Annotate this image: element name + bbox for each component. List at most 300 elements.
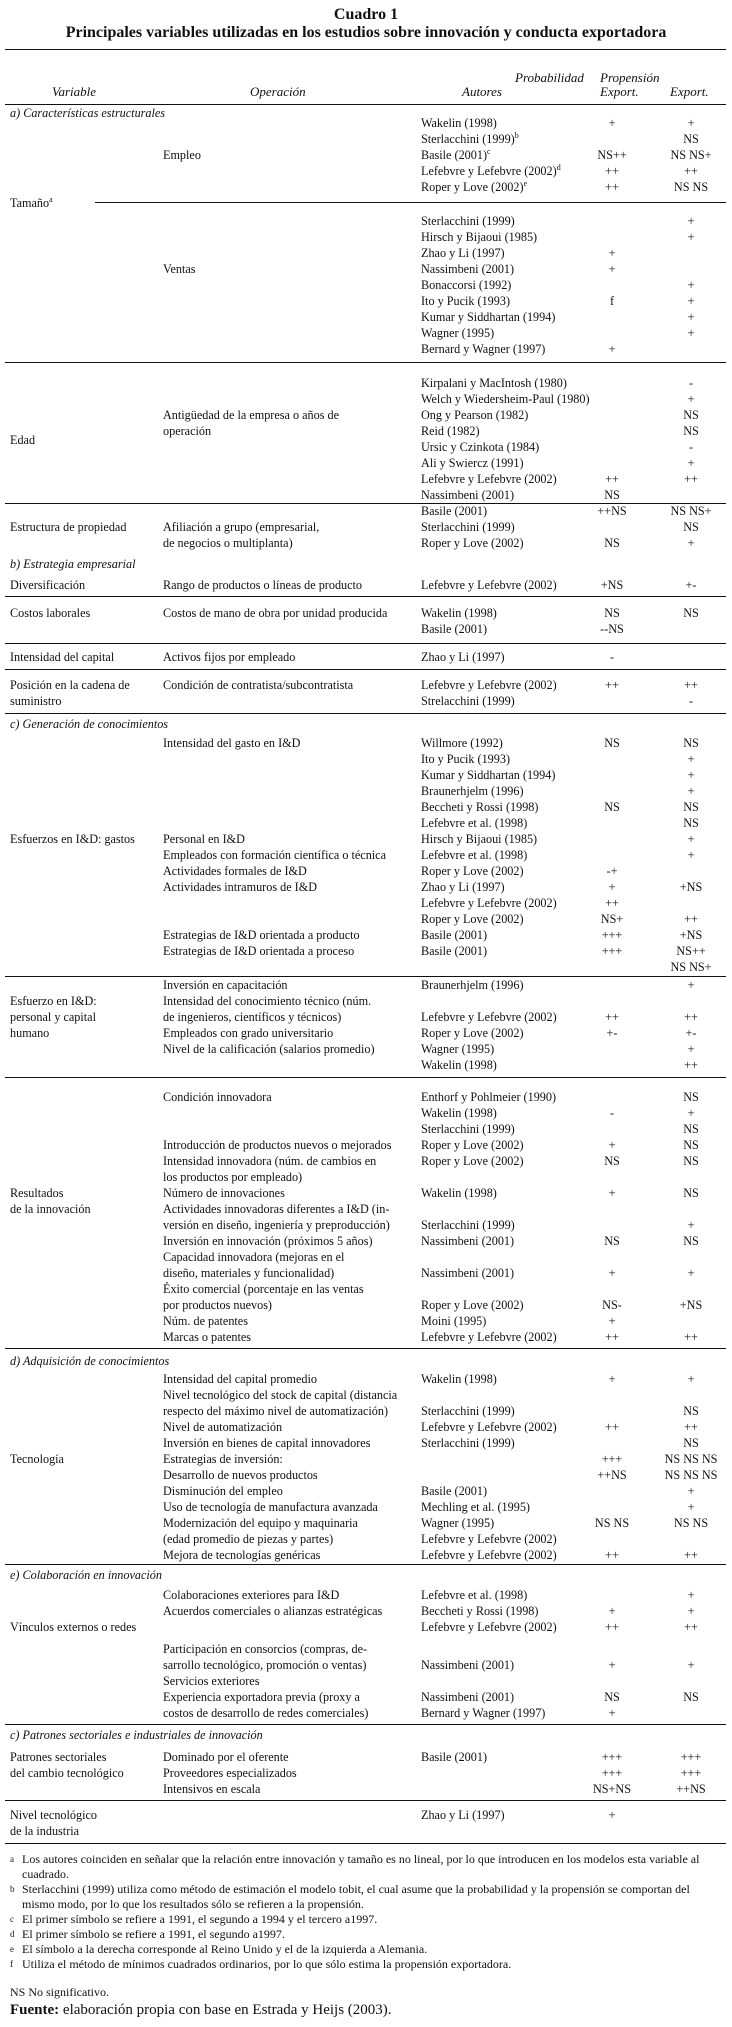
autor-text: Roper y Love (2002) — [421, 180, 524, 194]
probabilidad-cell: + — [608, 1186, 616, 1200]
autores-cell — [421, 163, 561, 179]
operacion-cell: Intensivos en escala — [163, 1782, 261, 1796]
operacion-cell: Inversión en bienes de capital innovadores — [163, 1436, 371, 1450]
autor-text: Sterlacchini (1999) — [421, 1436, 515, 1450]
operacion-cell: Personal en I&D — [163, 832, 245, 846]
autores-cell — [421, 535, 524, 551]
autores-cell — [421, 605, 497, 621]
propension-cell: NS++ — [676, 944, 706, 958]
autor-text: Zhao y Li (1997) — [421, 1808, 505, 1822]
propension-cell: ++ — [684, 164, 698, 178]
operacion-cell: Inversión en innovación (próximos 5 años) — [163, 1234, 373, 1248]
propension-cell: + — [687, 1042, 695, 1056]
propension-cell: NS NS+ — [670, 504, 712, 518]
autor-text: Enthorf y Pohlmeier (1990) — [421, 1090, 557, 1104]
autores-cell — [421, 911, 524, 927]
probabilidad-cell: NS — [604, 536, 620, 550]
propension-cell: NS — [683, 408, 699, 422]
autores-cell — [421, 1009, 557, 1025]
propension-cell: + — [687, 456, 695, 470]
group-rule — [95, 202, 726, 203]
header-rule — [5, 104, 726, 105]
operacion-cell: Actividades formales de I&D — [163, 864, 307, 878]
autor-text: Lefebvre y Lefebvre (2002) — [421, 1548, 557, 1562]
autores-cell — [421, 1121, 515, 1137]
operacion-cell: Participación en consorcios (compras, de- — [163, 1642, 368, 1656]
autor-text: Mechling et al. (1995) — [421, 1500, 530, 1514]
propension-cell: +NS — [679, 928, 703, 942]
autor-text: Basile (2001) — [421, 622, 488, 636]
propension-cell: ++ — [684, 1620, 698, 1634]
probabilidad-cell: + — [608, 1266, 616, 1280]
autor-text: Basile (2001) — [421, 928, 488, 942]
operacion-cell: costos de desarrollo de redes comerciales) — [163, 1706, 369, 1720]
section-e: e) Colaboración en innovación — [10, 1568, 162, 1582]
col-header-operacion: Operación — [250, 84, 306, 99]
footnote-mark: c — [10, 1914, 14, 1924]
section-f: c) Patrones sectoriales e industriales de innovación — [10, 1728, 263, 1742]
autores-cell — [421, 1657, 514, 1673]
autores-cell — [421, 977, 524, 993]
source-text: elaboración propia con base en Estrada y Heijs (2003). — [59, 2002, 392, 2018]
footnote-mark: e — [10, 1944, 14, 1954]
group-rule — [5, 1564, 726, 1565]
group-rule — [5, 976, 726, 977]
autor-text: Roper y Love (2002) — [421, 1298, 524, 1312]
autores-cell — [421, 1499, 530, 1515]
operacion-cell: Intensidad del conocimiento técnico (núm. — [163, 994, 372, 1008]
probabilidad-cell: + — [608, 342, 616, 356]
operacion-cell: de ingenieros, científicos y técnicos) — [163, 1010, 342, 1024]
propension-cell: +- — [685, 578, 697, 592]
operacion-cell: Intensidad innovadora (núm. de cambios en — [163, 1154, 377, 1168]
autor-text: Wakelin (1998) — [421, 1058, 497, 1072]
autores-cell — [421, 1515, 494, 1531]
operacion-cell: Capacidad innovadora (mejoras en el — [163, 1250, 345, 1264]
propension-cell: +- — [685, 1026, 697, 1040]
autor-text: Kirpalani y MacIntosh (1980) — [421, 376, 567, 390]
operacion-cell: Colaboraciones exteriores para I&D — [163, 1588, 340, 1602]
propension-cell: NS NS+ — [670, 148, 712, 162]
autor-text: Basile (2001) — [421, 1484, 488, 1498]
autores-cell — [421, 879, 505, 895]
autores-cell — [421, 1057, 497, 1073]
autores-cell — [421, 895, 557, 911]
propension-cell: NS — [683, 1186, 699, 1200]
autores-cell — [421, 1587, 527, 1603]
variable-cell: de la innovación — [10, 1202, 91, 1216]
autores-cell — [421, 815, 527, 831]
autores-cell — [421, 1297, 524, 1313]
propension-cell: + — [687, 116, 695, 130]
operacion-cell: Activos fijos por empleado — [163, 650, 296, 664]
autores-cell — [421, 471, 557, 487]
propension-cell: ++NS — [676, 1782, 706, 1796]
autor-text: Wagner (1995) — [421, 1516, 495, 1530]
propension-cell: + — [687, 214, 695, 228]
autor-text: Nassimbeni (2001) — [421, 1234, 515, 1248]
propension-cell: NS — [683, 1090, 699, 1104]
propension-cell: + — [687, 784, 695, 798]
autores-cell — [421, 1265, 514, 1281]
autores-cell — [421, 1041, 494, 1057]
propension-cell: + — [687, 1218, 695, 1232]
autores-cell — [421, 179, 527, 195]
operacion-cell: versión en diseño, ingeniería y preproducción) — [163, 1218, 390, 1232]
probabilidad-cell: ++ — [605, 1420, 619, 1434]
autor-text: Lefebvre y Lefebvre (2002) — [421, 164, 557, 178]
autor-text: Ong y Pearson (1982) — [421, 408, 529, 422]
propension-cell: NS — [683, 1436, 699, 1450]
operacion-cell: por productos nuevos) — [163, 1298, 272, 1312]
variable-cell: Intensidad del capital — [10, 650, 115, 664]
autores-cell — [421, 1689, 514, 1705]
probabilidad-cell: ++ — [605, 180, 619, 194]
propension-cell: NS — [683, 736, 699, 750]
autores-cell — [421, 783, 524, 799]
propension-cell: NS NS NS — [664, 1452, 718, 1466]
operacion-cell: Mejora de tecnologías genéricas — [163, 1548, 321, 1562]
autor-text: Zhao y Li (1997) — [421, 880, 505, 894]
propension-cell: + — [687, 230, 695, 244]
propension-cell: ++ — [684, 472, 698, 486]
variable-tamano-label: Tamaño — [10, 196, 50, 210]
autor-text: Sterlacchini (1999) — [421, 1404, 515, 1418]
autor-text: Basile (2001) — [421, 504, 488, 518]
autores-cell — [421, 277, 511, 293]
propension-cell: NS — [683, 520, 699, 534]
autor-text: Roper y Love (2002) — [421, 1138, 524, 1152]
autor-text: Lefebvre y Lefebvre (2002) — [421, 1010, 557, 1024]
source-note — [10, 2002, 392, 2019]
autores-cell — [421, 831, 537, 847]
operacion-cell: Ventas — [163, 262, 196, 276]
autor-text: Roper y Love (2002) — [421, 536, 524, 550]
probabilidad-cell: + — [608, 1314, 616, 1328]
probabilidad-cell: ++NS — [597, 1468, 627, 1482]
autor-text: Reid (1982) — [421, 424, 480, 438]
group-rule — [5, 713, 726, 714]
autor-text: Roper y Love (2002) — [421, 864, 524, 878]
operacion-cell: Disminución del empleo — [163, 1484, 283, 1498]
autores-cell — [421, 735, 503, 751]
autor-text: Braunerhjelm (1996) — [421, 784, 524, 798]
autores-cell — [421, 1547, 557, 1563]
propension-cell: NS NS NS — [664, 1468, 718, 1482]
autor-text: Kumar y Siddhartan (1994) — [421, 768, 556, 782]
propension-cell: ++ — [684, 1010, 698, 1024]
table-number: Cuadro 1 — [333, 6, 399, 23]
variable-cell: Estructura de propiedad — [10, 520, 127, 534]
operacion-cell: Actividades innovadoras diferentes a I&D (in- — [163, 1202, 390, 1216]
probabilidad-cell: +- — [606, 1026, 618, 1040]
autores-cell — [421, 649, 505, 665]
probabilidad-cell: --NS — [600, 622, 624, 636]
autor-text: Bonaccorsi (1992) — [421, 278, 512, 292]
operacion-cell: respecto del máximo nivel de automatización) — [163, 1404, 389, 1418]
col-header-propension: Propensión — [600, 70, 660, 85]
propension-cell: NS — [683, 1234, 699, 1248]
propension-cell: NS — [683, 1404, 699, 1418]
col-header-autores: Autores — [462, 84, 502, 99]
footnote-text: Los autores coinciden en señalar que la relación entre innovación y tamaño es no lineal, por lo que introducen en los modelos esta variable al cuadrado. — [22, 1852, 700, 1881]
operacion-cell: Empleados con formación científica o técnica — [163, 848, 386, 862]
probabilidad-cell: - — [609, 1106, 615, 1120]
autor-text: Strelacchini (1999) — [421, 694, 515, 708]
propension-cell: + — [687, 536, 695, 550]
operacion-cell: Estrategias de inversión: — [163, 1452, 283, 1466]
group-rule — [5, 669, 726, 670]
propension-cell: ++ — [684, 912, 698, 926]
autor-text: Nassimbeni (2001) — [421, 1658, 515, 1672]
propension-cell: NS NS+ — [670, 960, 712, 974]
footnote-ref: a — [49, 194, 53, 204]
operacion-cell: Intensidad del capital promedio — [163, 1372, 317, 1386]
variable-cell: Nivel tecnológico — [10, 1808, 97, 1822]
operacion-cell: (edad promedio de piezas y partes) — [163, 1532, 334, 1546]
operacion-cell: Modernización del equipo y maquinaria — [163, 1516, 358, 1530]
propension-cell: NS — [683, 1690, 699, 1704]
footnote-mark: a — [10, 1854, 14, 1864]
autores-cell — [421, 1137, 524, 1153]
autores-cell — [421, 325, 494, 341]
autor-text: Wakelin (1998) — [421, 1186, 497, 1200]
autores-cell — [421, 1619, 557, 1635]
footnote-ref: d — [556, 162, 561, 172]
autor-text: Wakelin (1998) — [421, 116, 497, 130]
autor-text: Lefebvre y Lefebvre (2002) — [421, 896, 557, 910]
probabilidad-cell: +++ — [601, 1766, 623, 1780]
propension-cell: +NS — [679, 880, 703, 894]
propension-cell: NS — [683, 606, 699, 620]
footnote-ref: c — [487, 146, 491, 156]
col-header-probabilidad-export: Export. — [600, 84, 639, 99]
autor-text: Zhao y Li (1997) — [421, 650, 505, 664]
group-rule — [5, 362, 726, 363]
probabilidad-cell: NS+ — [600, 912, 624, 926]
footnote-text: El primer símbolo se refiere a 1991, el segundo a1997. — [22, 1927, 285, 1941]
propension-cell: NS — [683, 1122, 699, 1136]
section-a: a) Características estructurales — [10, 106, 166, 120]
propension-cell: NS — [683, 1138, 699, 1152]
autores-cell — [421, 677, 557, 693]
probabilidad-cell: + — [608, 1658, 616, 1672]
probabilidad-cell: + — [608, 1138, 616, 1152]
probabilidad-cell: + — [608, 116, 616, 130]
autores-cell — [421, 1807, 505, 1823]
probabilidad-cell: ++ — [605, 472, 619, 486]
autor-text: Basile (2001) — [421, 944, 488, 958]
variable-cell: Posición en la cadena de — [10, 678, 130, 692]
autores-cell — [421, 519, 515, 535]
autor-text: Nassimbeni (2001) — [421, 488, 515, 502]
footnote-text: Sterlacchini (1999) utiliza como método de estimación el modelo tobit, el cual asume que la probabilidad y la propensión se comportan del mismo modo, por lo que los resultados sólo se refieren a la propensión. — [22, 1882, 690, 1911]
operacion-cell: Intensidad del gasto en I&D — [163, 736, 301, 750]
autor-text: Lefebvre et al. (1998) — [421, 1588, 528, 1602]
propension-cell: NS NS — [673, 1516, 709, 1530]
probabilidad-cell: NS — [604, 736, 620, 750]
probabilidad-cell: + — [608, 880, 616, 894]
probabilidad-cell: NS NS — [594, 1516, 630, 1530]
probabilidad-cell: +++ — [601, 1750, 623, 1764]
section-b: b) Estrategia empresarial — [10, 557, 136, 571]
autores-cell — [421, 1313, 486, 1329]
operacion-cell: Afiliación a grupo (empresarial, — [163, 520, 320, 534]
autor-text: Moini (1995) — [421, 1314, 487, 1328]
autor-text: Lefebvre y Lefebvre (2002) — [421, 1330, 557, 1344]
autores-cell — [421, 1603, 538, 1619]
propension-cell: ++ — [684, 1548, 698, 1562]
autores-cell — [421, 147, 491, 163]
propension-cell: ++ — [684, 1330, 698, 1344]
probabilidad-cell: NS — [604, 1690, 620, 1704]
operacion-cell: Uso de tecnología de manufactura avanzada — [163, 1500, 378, 1514]
probabilidad-cell: - — [609, 650, 615, 664]
propension-cell: + — [687, 392, 695, 406]
probabilidad-cell: +++ — [601, 1452, 623, 1466]
autor-text: Nassimbeni (2001) — [421, 1266, 515, 1280]
operacion-cell: Acuerdos comerciales o alianzas estratégicas — [163, 1604, 383, 1618]
footnote-f — [10, 1957, 722, 1972]
probabilidad-cell: + — [608, 262, 616, 276]
autor-text: Beccheti y Rossi (1998) — [421, 800, 539, 814]
probabilidad-cell: -+ — [606, 864, 618, 878]
propension-cell: - — [688, 376, 694, 390]
operacion-cell: Estrategias de I&D orientada a proceso — [163, 944, 355, 958]
autores-cell — [421, 245, 505, 261]
ns-note: NS No significativo. — [10, 1985, 109, 1999]
autor-text: Roper y Love (2002) — [421, 1026, 524, 1040]
propension-cell: + — [687, 978, 695, 992]
autor-text: Lefebvre y Lefebvre (2002) — [421, 472, 557, 486]
autor-text: Lefebvre y Lefebvre (2002) — [421, 1420, 557, 1434]
autores-cell — [421, 1403, 515, 1419]
autores-cell — [421, 213, 515, 229]
variable-cell: suministro — [10, 694, 62, 708]
propension-cell: + — [687, 832, 695, 846]
operacion-cell: Marcas o patentes — [163, 1330, 251, 1344]
autores-cell — [421, 751, 510, 767]
footnote-a — [10, 1852, 722, 1882]
autor-text: Willmore (1992) — [421, 736, 503, 750]
probabilidad-cell: NS++ — [597, 148, 627, 162]
operacion-cell: Número de innovaciones — [163, 1186, 285, 1200]
variable-cell: Vínculos externos o redes — [10, 1620, 137, 1634]
autor-text: Wakelin (1998) — [421, 1106, 497, 1120]
autores-cell — [421, 1329, 557, 1345]
probabilidad-cell: + — [608, 1706, 616, 1720]
section-d: d) Adquisición de conocimientos — [10, 1354, 170, 1368]
autores-cell — [421, 943, 487, 959]
autores-cell — [421, 1105, 497, 1121]
autor-text: Sterlacchini (1999) — [421, 214, 515, 228]
autor-text: Wakelin (1998) — [421, 1372, 497, 1386]
autores-cell — [421, 863, 524, 879]
operacion-cell: Nivel de la calificación (salarios promedio) — [163, 1042, 375, 1056]
propension-cell: + — [687, 1604, 695, 1618]
operacion-cell: Empleo — [163, 148, 201, 162]
autores-cell — [421, 927, 487, 943]
autor-text: Lefebvre et al. (1998) — [421, 848, 528, 862]
operacion-cell: Experiencia exportadora previa (proxy a — [163, 1690, 360, 1704]
operacion-cell: operación — [163, 424, 212, 438]
group-rule — [5, 1724, 726, 1725]
col-header-probabilidad: Probabilidad — [515, 70, 584, 85]
variable-cell: de la industria — [10, 1824, 80, 1838]
probabilidad-cell: NS — [604, 800, 620, 814]
autores-cell — [421, 423, 480, 439]
autor-text: Basile (2001) — [421, 148, 488, 162]
group-rule — [5, 1077, 726, 1078]
autor-text: Hirsch y Bijaoui (1985) — [421, 230, 538, 244]
autores-cell — [421, 131, 519, 147]
probabilidad-cell: ++ — [605, 164, 619, 178]
propension-cell: ++ — [684, 1420, 698, 1434]
probabilidad-cell: +++ — [601, 944, 623, 958]
propension-cell: NS — [683, 424, 699, 438]
probabilidad-cell: +++ — [601, 928, 623, 942]
propension-cell: + — [687, 752, 695, 766]
autores-cell — [421, 1089, 556, 1105]
probabilidad-cell: NS — [604, 1234, 620, 1248]
source-label: Fuente: — [10, 2002, 60, 2018]
propension-cell: + — [687, 1588, 695, 1602]
propension-cell: NS — [683, 800, 699, 814]
autor-text: Lefebvre y Lefebvre (2002) — [421, 1532, 557, 1546]
autor-text: Bernard y Wagner (1997) — [421, 1706, 546, 1720]
autor-text: Nassimbeni (2001) — [421, 1690, 515, 1704]
propension-cell: + — [687, 1500, 695, 1514]
autor-text: Wakelin (1998) — [421, 606, 497, 620]
variable-cell: Tecnología — [10, 1452, 64, 1466]
autor-text: Lefebvre y Lefebvre (2002) — [421, 678, 557, 692]
footnote-e — [10, 1942, 722, 1957]
autores-cell — [421, 1233, 514, 1249]
probabilidad-cell: ++NS — [597, 504, 627, 518]
operacion-cell: Inversión en capacitación — [163, 978, 288, 992]
autor-text: Zhao y Li (1997) — [421, 246, 505, 260]
variable-cell: Esfuerzos en I&D: gastos — [10, 832, 135, 846]
autores-cell — [421, 293, 510, 309]
autores-cell — [421, 455, 524, 471]
footnote-d — [10, 1927, 722, 1942]
autor-text: Sterlacchini (1999) — [421, 132, 515, 146]
propension-cell: NS NS — [673, 180, 709, 194]
probabilidad-cell: NS- — [602, 1298, 622, 1312]
group-rule — [5, 596, 726, 597]
autor-text: Ursic y Czinkota (1984) — [421, 440, 540, 454]
variable-cell: Resultados — [10, 1186, 64, 1200]
autores-cell — [421, 341, 545, 357]
operacion-cell: Nivel tecnológico del stock de capital (distancia — [163, 1388, 398, 1402]
operacion-cell: Servicios exteriores — [163, 1674, 260, 1688]
operacion-cell: Empleados con grado universitario — [163, 1026, 334, 1040]
footnote-mark: d — [10, 1929, 15, 1939]
autor-text: Sterlacchini (1999) — [421, 1122, 515, 1136]
operacion-cell: Antigüedad de la empresa o años de — [163, 408, 339, 422]
operacion-cell: Actividades intramuros de I&D — [163, 880, 317, 894]
operacion-cell: Estrategias de I&D orientada a producto — [163, 928, 360, 942]
autores-cell — [421, 577, 557, 593]
propension-cell: - — [688, 440, 694, 454]
operacion-cell: Éxito comercial (porcentaje en las ventas — [163, 1282, 364, 1296]
variable-cell: Esfuerzo en I&D: — [10, 994, 97, 1008]
footnote-text: Utiliza el método de mínimos cuadrados ordinarios, por lo que sólo estima la propensión exportadora. — [22, 1957, 512, 1971]
autor-text: Sterlacchini (1999) — [421, 1218, 515, 1232]
operacion-cell: Proveedores especializados — [163, 1766, 297, 1780]
probabilidad-cell: + — [608, 1372, 616, 1386]
probabilidad-cell: ++ — [605, 1010, 619, 1024]
